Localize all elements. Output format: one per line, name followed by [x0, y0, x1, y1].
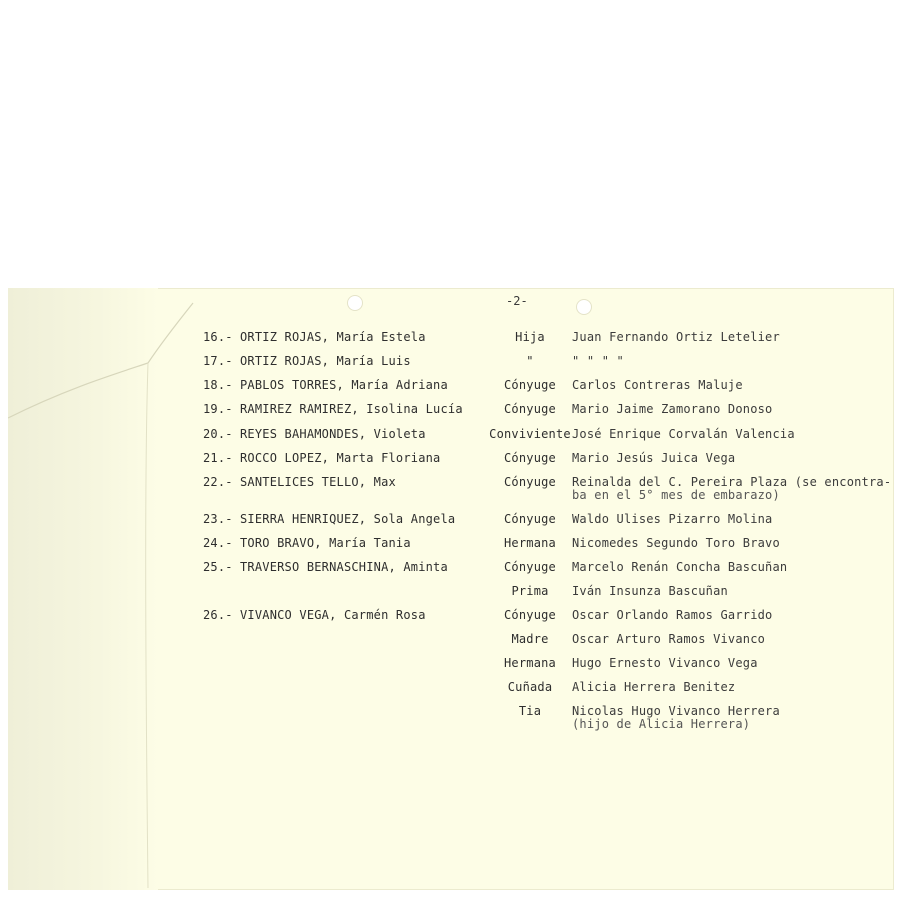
entry-number: 20.- [203, 427, 233, 441]
list-item [0, 584, 902, 602]
entry-number: 22.- [203, 475, 233, 489]
punch-hole-right [577, 300, 591, 314]
entry-relation: Cónyuge [504, 512, 556, 526]
list-item [0, 378, 902, 396]
entry-name: VIVANCO VEGA, Carmén Rosa [240, 608, 426, 622]
entry-relative: Juan Fernando Ortiz Letelier [572, 330, 780, 344]
entry-relative: José Enrique Corvalán Valencia [572, 427, 795, 441]
list-item [0, 608, 902, 626]
entry-number: 18.- [203, 378, 233, 392]
list-item-continuation [0, 717, 902, 735]
entry-relation: Hermana [504, 536, 556, 550]
entry-number: 26.- [203, 608, 233, 622]
entry-relative: Marcelo Renán Concha Bascuñan [572, 560, 788, 574]
entry-relative-note: ba en el 5° mes de embarazo) [572, 488, 780, 502]
entry-relation: Hija [515, 330, 545, 344]
entry-relative: Waldo Ulises Pizarro Molina [572, 512, 773, 526]
entry-relative: Alicia Herrera Benitez [572, 680, 736, 694]
entry-relative: Hugo Ernesto Vivanco Vega [572, 656, 758, 670]
entry-relation: Cónyuge [504, 608, 556, 622]
entry-name: PABLOS TORRES, María Adriana [240, 378, 448, 392]
entry-relation: Tia [518, 704, 542, 718]
entry-relative-note: (hijo de Alicia Herrera) [572, 717, 751, 731]
entry-relative: Reinalda del C. Pereira Plaza (se encontra- [572, 475, 892, 489]
entry-name: SIERRA HENRIQUEZ, Sola Angela [240, 512, 456, 526]
entry-name: ORTIZ ROJAS, María Estela [240, 330, 426, 344]
list-item [0, 560, 902, 578]
entry-relation: Cónyuge [504, 451, 556, 465]
list-item [0, 656, 902, 674]
entry-relation: Madre [511, 632, 549, 646]
entry-relative: Mario Jesús Juica Vega [572, 451, 736, 465]
entry-name: TRAVERSO BERNASCHINA, Aminta [240, 560, 448, 574]
entry-name: REYES BAHAMONDES, Violeta [240, 427, 426, 441]
entry-number: 17.- [203, 354, 233, 368]
list-item [0, 402, 902, 420]
entry-name: RAMIREZ RAMIREZ, Isolina Lucía [240, 402, 463, 416]
entry-relative: Nicolas Hugo Vivanco Herrera [572, 704, 780, 718]
entry-number: 19.- [203, 402, 233, 416]
entry-number: 23.- [203, 512, 233, 526]
list-item [0, 512, 902, 530]
entry-relation: Prima [511, 584, 549, 598]
list-item [0, 536, 902, 554]
entry-relation: Cónyuge [504, 378, 556, 392]
entry-relation: Cuñada [507, 680, 553, 694]
entry-name: ROCCO LOPEZ, Marta Floriana [240, 451, 441, 465]
entry-number: 16.- [203, 330, 233, 344]
list-item [0, 632, 902, 650]
entry-relation: Cónyuge [504, 560, 556, 574]
entry-relation: " [526, 354, 534, 368]
entry-relative: Carlos Contreras Maluje [572, 378, 743, 392]
entry-number: 21.- [203, 451, 233, 465]
list-item [0, 330, 902, 348]
list-item [0, 680, 902, 698]
list-item-continuation [0, 488, 902, 506]
page-number: -2- [506, 294, 528, 308]
entry-relative: Mario Jaime Zamorano Donoso [572, 402, 773, 416]
entry-number: 25.- [203, 560, 233, 574]
entry-relation: Cónyuge [504, 402, 556, 416]
entry-name: TORO BRAVO, María Tania [240, 536, 411, 550]
list-item [0, 427, 902, 445]
entry-relative: " " " " [572, 354, 624, 368]
entry-relative: Oscar Orlando Ramos Garrido [572, 608, 773, 622]
list-item [0, 451, 902, 469]
entry-name: ORTIZ ROJAS, María Luis [240, 354, 411, 368]
entry-number: 24.- [203, 536, 233, 550]
entry-relation: Hermana [504, 656, 556, 670]
entry-relative: Nicomedes Segundo Toro Bravo [572, 536, 780, 550]
entry-name: SANTELICES TELLO, Max [240, 475, 396, 489]
entry-relative: Oscar Arturo Ramos Vivanco [572, 632, 766, 646]
entry-relation: Cónyuge [504, 475, 556, 489]
punch-hole-left [348, 296, 362, 310]
entry-relative: Iván Insunza Bascuñan [572, 584, 728, 598]
entry-relation: Conviviente [489, 427, 571, 441]
list-item [0, 354, 902, 372]
